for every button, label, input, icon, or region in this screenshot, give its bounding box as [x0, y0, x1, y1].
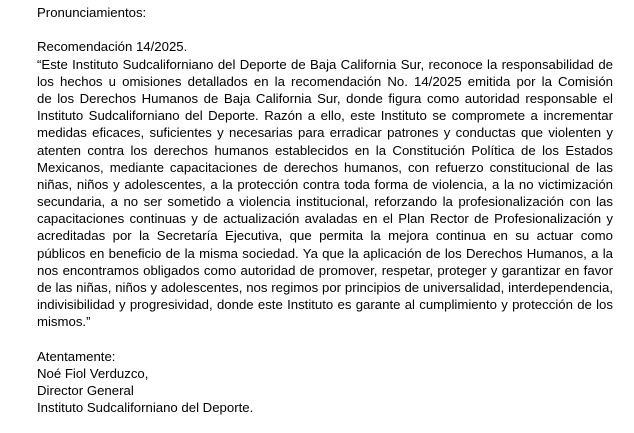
statement-line: niñas, niños y adolescentes, a la protección contra toda forma de violencia, a la no victimización: [37, 176, 613, 192]
statement-paragraph: [37, 56, 613, 331]
signature-block: [37, 348, 613, 417]
document-body: [37, 4, 613, 417]
statement-line: “Este Instituto Sudcaliforniano del Deporte de Baja California Sur, reconoce la responsabilidad de: [37, 56, 613, 72]
signer-institution: Instituto Sudcaliforniano del Deporte.: [37, 400, 254, 416]
closing-text: Atentamente:: [37, 348, 116, 364]
signer-position: Director General: [37, 383, 134, 399]
statement-line: Instituto Sudcaliforniano del Deporte. Razón a ello, este Instituto se compromete a incrementar: [37, 108, 613, 124]
statement-line: atenten contra los derechos humanos establecidos en la Constitución Política de los Estados: [37, 142, 613, 158]
statement-line: de los Derechos Humanos de Baja California Sur, donde figura como autoridad responsable el: [37, 90, 613, 106]
statement-line: los hechos u omisiones detallados en la recomendación No. 14/2025 emitida por la Comisión: [37, 73, 613, 89]
blank-line: [37, 331, 613, 348]
statement-line: nos encontramos obligados como autoridad de promover, respetar, proteger y garantizar en favor: [37, 262, 613, 278]
statement-line: públicos en beneficio de la misma sociedad. Ya que la aplicación de los Derechos Humanos, a la: [37, 245, 613, 261]
statement-line: secundaria, a no ser sometido a violencia institucional, reforzando la profesionalización con las: [37, 194, 613, 210]
statement-line: indivisibilidad y progresividad, donde este Instituto es garante al cumplimiento y protección de los: [37, 297, 613, 313]
statement-line: acreditadas por la Secretaría Ejecutiva, que permita la mejora continua en su actuar como: [37, 228, 613, 244]
blank-line: [37, 21, 613, 38]
section-heading: Pronunciamientos:: [37, 5, 147, 20]
statement-line: mismos.”: [37, 314, 91, 330]
signer-name: Noé Fiol Verduzco,: [37, 365, 149, 381]
recommendation-title: Recomendación 14/2025.: [37, 39, 188, 55]
statement-line: Mexicanos, mediante capacitaciones de derechos humanos, con refuerzo constitucional de las: [37, 159, 613, 175]
statement-line: capacitaciones continuas y de actualización avaladas en el Plan Rector de Profesionalización y: [37, 211, 613, 227]
statement-line: medidas eficaces, suficientes y necesarias para erradicar patrones y conductas que violenten y: [37, 125, 613, 141]
statement-line: de las niñas, niños y adolescentes, nos regimos por principios de universalidad, interdependencia,: [37, 280, 613, 295]
